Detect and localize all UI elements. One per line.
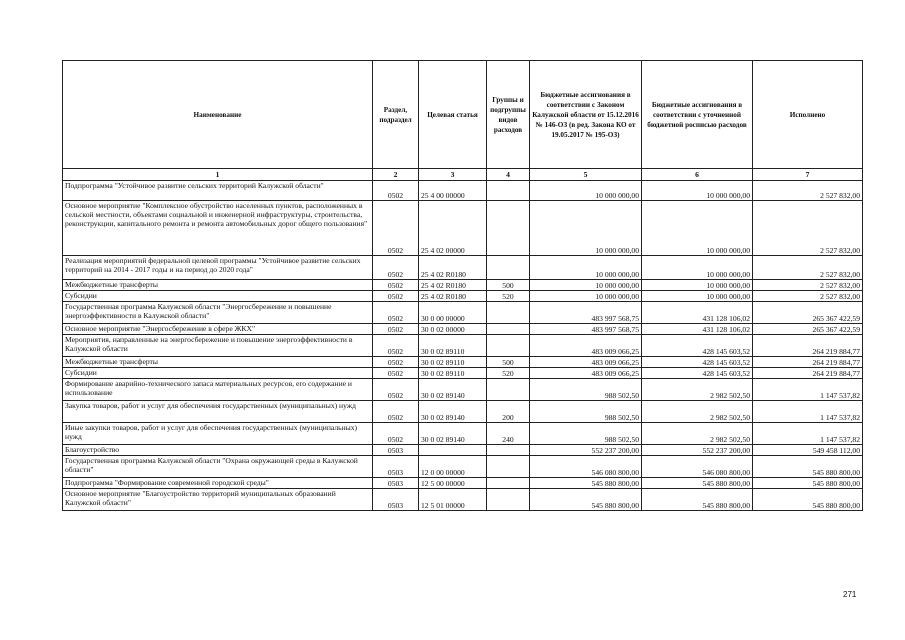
row-group-cell — [487, 456, 530, 478]
column-number: 7 — [753, 169, 863, 181]
table-row — [63, 201, 863, 256]
row-section-cell: 0502 — [373, 181, 419, 201]
row-law-value: 483 009 066,25 — [530, 368, 642, 379]
row-refined-value: 428 145 603,52 — [642, 357, 753, 368]
row-name-cell: Основное мероприятие "Комплексное обустройство населенных пунктов, расположенных в сельской местности, объектами социальной и инженерной инфраструктуры, строительства, реконструкции, капитального ремонта и ремонта автомобильных дорог общего пользования" — [63, 201, 373, 256]
row-executed-value: 2 527 832,00 — [753, 280, 863, 291]
row-group-cell: 500 — [487, 357, 530, 368]
table-row — [63, 445, 863, 456]
row-section-cell: 0502 — [373, 335, 419, 357]
table-row — [63, 401, 863, 423]
header-row — [63, 61, 863, 169]
row-target-cell: 12 5 01 00000 — [419, 489, 487, 511]
table-row — [63, 335, 863, 357]
row-refined-value: 10 000 000,00 — [642, 280, 753, 291]
row-name-cell: Субсидии — [63, 368, 373, 379]
row-executed-value: 549 458 112,00 — [753, 445, 863, 456]
row-target-cell: 30 0 00 00000 — [419, 302, 487, 324]
row-target-cell: 25 4 02 R0180 — [419, 291, 487, 302]
row-section-cell: 0503 — [373, 478, 419, 489]
header-name: Наименование — [63, 61, 373, 169]
row-section-cell: 0502 — [373, 401, 419, 423]
row-executed-value: 264 219 884,77 — [753, 357, 863, 368]
row-name-cell: Закупка товаров, работ и услуг для обеспечения государственных (муниципальных) нужд — [63, 401, 373, 423]
table-row — [63, 489, 863, 511]
row-executed-value: 545 880 800,00 — [753, 478, 863, 489]
row-section-cell: 0502 — [373, 201, 419, 256]
row-law-value: 546 080 800,00 — [530, 456, 642, 478]
row-name-cell: Реализация мероприятий федеральной целевой программы "Устойчивое развитие сельских территорий на 2014 - 2017 годы и на период до 2020 года" — [63, 256, 373, 280]
row-name-cell: Подпрограмма "Формирование современной городской среды" — [63, 478, 373, 489]
header-groups: Группы и подгруппы видов расходов — [487, 61, 530, 169]
row-target-cell — [419, 445, 487, 456]
table-row — [63, 291, 863, 302]
row-law-value: 988 502,50 — [530, 401, 642, 423]
row-refined-value: 431 128 106,02 — [642, 324, 753, 335]
row-section-cell: 0502 — [373, 256, 419, 280]
row-executed-value: 2 527 832,00 — [753, 291, 863, 302]
row-law-value: 483 997 568,75 — [530, 302, 642, 324]
row-refined-value: 2 982 502,50 — [642, 379, 753, 401]
table-row — [63, 379, 863, 401]
row-target-cell: 30 0 02 89140 — [419, 401, 487, 423]
row-law-value: 10 000 000,00 — [530, 256, 642, 280]
column-number: 3 — [419, 169, 487, 181]
row-section-cell: 0502 — [373, 423, 419, 445]
row-executed-value: 545 880 800,00 — [753, 456, 863, 478]
row-law-value: 988 502,50 — [530, 423, 642, 445]
row-group-cell — [487, 256, 530, 280]
row-executed-value: 265 367 422,59 — [753, 302, 863, 324]
row-section-cell: 0502 — [373, 291, 419, 302]
row-section-cell: 0502 — [373, 324, 419, 335]
row-name-cell: Иные закупки товаров, работ и услуг для обеспечения государственных (муниципальных) нужд — [63, 423, 373, 445]
table-row — [63, 280, 863, 291]
row-refined-value: 428 145 603,52 — [642, 368, 753, 379]
row-executed-value: 2 527 832,00 — [753, 181, 863, 201]
row-group-cell — [487, 201, 530, 256]
row-target-cell: 25 4 02 00000 — [419, 201, 487, 256]
table-row — [63, 357, 863, 368]
row-group-cell — [487, 489, 530, 511]
row-name-cell: Межбюджетные трансферты — [63, 357, 373, 368]
column-number: 5 — [530, 169, 642, 181]
row-name-cell: Субсидии — [63, 291, 373, 302]
row-law-value: 483 009 066,25 — [530, 335, 642, 357]
row-law-value: 10 000 000,00 — [530, 201, 642, 256]
column-number: 6 — [642, 169, 753, 181]
row-target-cell: 12 0 00 00000 — [419, 456, 487, 478]
header-refined-allocations: Бюджетные ассигнования в соответствии с уточненной бюджетной росписью расходов — [642, 61, 753, 169]
row-law-value: 483 009 066,25 — [530, 357, 642, 368]
column-number: 4 — [487, 169, 530, 181]
page-number: 271 — [843, 590, 857, 599]
column-number: 1 — [63, 169, 373, 181]
row-executed-value: 2 527 832,00 — [753, 256, 863, 280]
row-group-cell: 240 — [487, 423, 530, 445]
row-refined-value: 10 000 000,00 — [642, 201, 753, 256]
header-law-allocations: Бюджетные ассигнования в соответствии с Законом Калужской области от 15.12.2016 № 146-ОЗ (в ред. Закона КО от 19.05.2017 № 195-ОЗ) — [530, 61, 642, 169]
header-section: Раздел, подраздел — [373, 61, 419, 169]
row-section-cell: 0502 — [373, 302, 419, 324]
row-target-cell: 30 0 02 89110 — [419, 368, 487, 379]
column-number: 2 — [373, 169, 419, 181]
row-executed-value: 264 219 884,77 — [753, 335, 863, 357]
row-refined-value: 431 128 106,02 — [642, 302, 753, 324]
row-target-cell: 30 0 02 89110 — [419, 357, 487, 368]
table-row — [63, 368, 863, 379]
row-group-cell — [487, 478, 530, 489]
row-refined-value: 552 237 200,00 — [642, 445, 753, 456]
row-target-cell: 30 0 02 89110 — [419, 335, 487, 357]
budget-table — [62, 60, 863, 511]
row-refined-value: 10 000 000,00 — [642, 256, 753, 280]
row-law-value: 552 237 200,00 — [530, 445, 642, 456]
row-group-cell: 520 — [487, 368, 530, 379]
table-row — [63, 478, 863, 489]
row-target-cell: 12 5 00 00000 — [419, 478, 487, 489]
row-section-cell: 0503 — [373, 445, 419, 456]
row-law-value: 10 000 000,00 — [530, 280, 642, 291]
row-name-cell: Подпрограмма "Устойчивое развитие сельских территорий Калужской области" — [63, 181, 373, 201]
row-name-cell: Государственная программа Калужской области "Энергосбережение и повышение энергоэффективности в Калужской области" — [63, 302, 373, 324]
table-row — [63, 324, 863, 335]
row-refined-value: 2 982 502,50 — [642, 423, 753, 445]
table-row — [63, 181, 863, 201]
column-number-row — [63, 169, 863, 181]
row-law-value: 545 880 800,00 — [530, 489, 642, 511]
row-law-value: 483 997 568,75 — [530, 324, 642, 335]
row-section-cell: 0503 — [373, 456, 419, 478]
row-name-cell: Мероприятия, направленные на энергосбережение и повышение энергоэффективности в Калужской области — [63, 335, 373, 357]
row-refined-value: 10 000 000,00 — [642, 181, 753, 201]
row-section-cell: 0502 — [373, 357, 419, 368]
row-target-cell: 25 4 00 00000 — [419, 181, 487, 201]
row-section-cell: 0502 — [373, 280, 419, 291]
row-group-cell — [487, 445, 530, 456]
row-refined-value: 10 000 000,00 — [642, 291, 753, 302]
row-target-cell: 30 0 02 00000 — [419, 324, 487, 335]
header-executed: Исполнено — [753, 61, 863, 169]
row-group-cell — [487, 324, 530, 335]
row-name-cell: Основное мероприятие "Благоустройство территорий муниципальных образований Калужской области" — [63, 489, 373, 511]
row-target-cell: 25 4 02 R0180 — [419, 256, 487, 280]
row-target-cell: 30 0 02 89140 — [419, 379, 487, 401]
row-executed-value: 1 147 537,82 — [753, 379, 863, 401]
row-group-cell: 200 — [487, 401, 530, 423]
row-law-value: 10 000 000,00 — [530, 291, 642, 302]
row-name-cell: Благоустройство — [63, 445, 373, 456]
row-refined-value: 428 145 603,52 — [642, 335, 753, 357]
row-law-value: 10 000 000,00 — [530, 181, 642, 201]
row-name-cell: Межбюджетные трансферты — [63, 280, 373, 291]
row-group-cell: 520 — [487, 291, 530, 302]
row-refined-value: 545 880 800,00 — [642, 489, 753, 511]
row-refined-value: 2 982 502,50 — [642, 401, 753, 423]
row-law-value: 988 502,50 — [530, 379, 642, 401]
row-section-cell: 0502 — [373, 379, 419, 401]
row-section-cell: 0502 — [373, 368, 419, 379]
row-refined-value: 546 080 800,00 — [642, 456, 753, 478]
row-executed-value: 265 367 422,59 — [753, 324, 863, 335]
row-executed-value: 545 880 800,00 — [753, 489, 863, 511]
table-row — [63, 456, 863, 478]
table-row — [63, 423, 863, 445]
row-executed-value: 264 219 884,77 — [753, 368, 863, 379]
row-group-cell — [487, 379, 530, 401]
row-executed-value: 1 147 537,82 — [753, 401, 863, 423]
row-name-cell: Формирование аварийно-технического запаса материальных ресурсов, его содержание и использование — [63, 379, 373, 401]
row-section-cell: 0503 — [373, 489, 419, 511]
row-target-cell: 25 4 02 R0180 — [419, 280, 487, 291]
row-group-cell — [487, 181, 530, 201]
header-target: Целевая статья — [419, 61, 487, 169]
table-row — [63, 256, 863, 280]
row-law-value: 545 880 800,00 — [530, 478, 642, 489]
table-row — [63, 302, 863, 324]
row-target-cell: 30 0 02 89140 — [419, 423, 487, 445]
row-group-cell — [487, 335, 530, 357]
row-name-cell: Государственная программа Калужской области "Охрана окружающей среды в Калужской области" — [63, 456, 373, 478]
row-refined-value: 545 880 800,00 — [642, 478, 753, 489]
row-executed-value: 1 147 537,82 — [753, 423, 863, 445]
row-group-cell — [487, 302, 530, 324]
row-executed-value: 2 527 832,00 — [753, 201, 863, 256]
row-group-cell: 500 — [487, 280, 530, 291]
row-name-cell: Основное мероприятие "Энергосбережение в сфере ЖКХ" — [63, 324, 373, 335]
